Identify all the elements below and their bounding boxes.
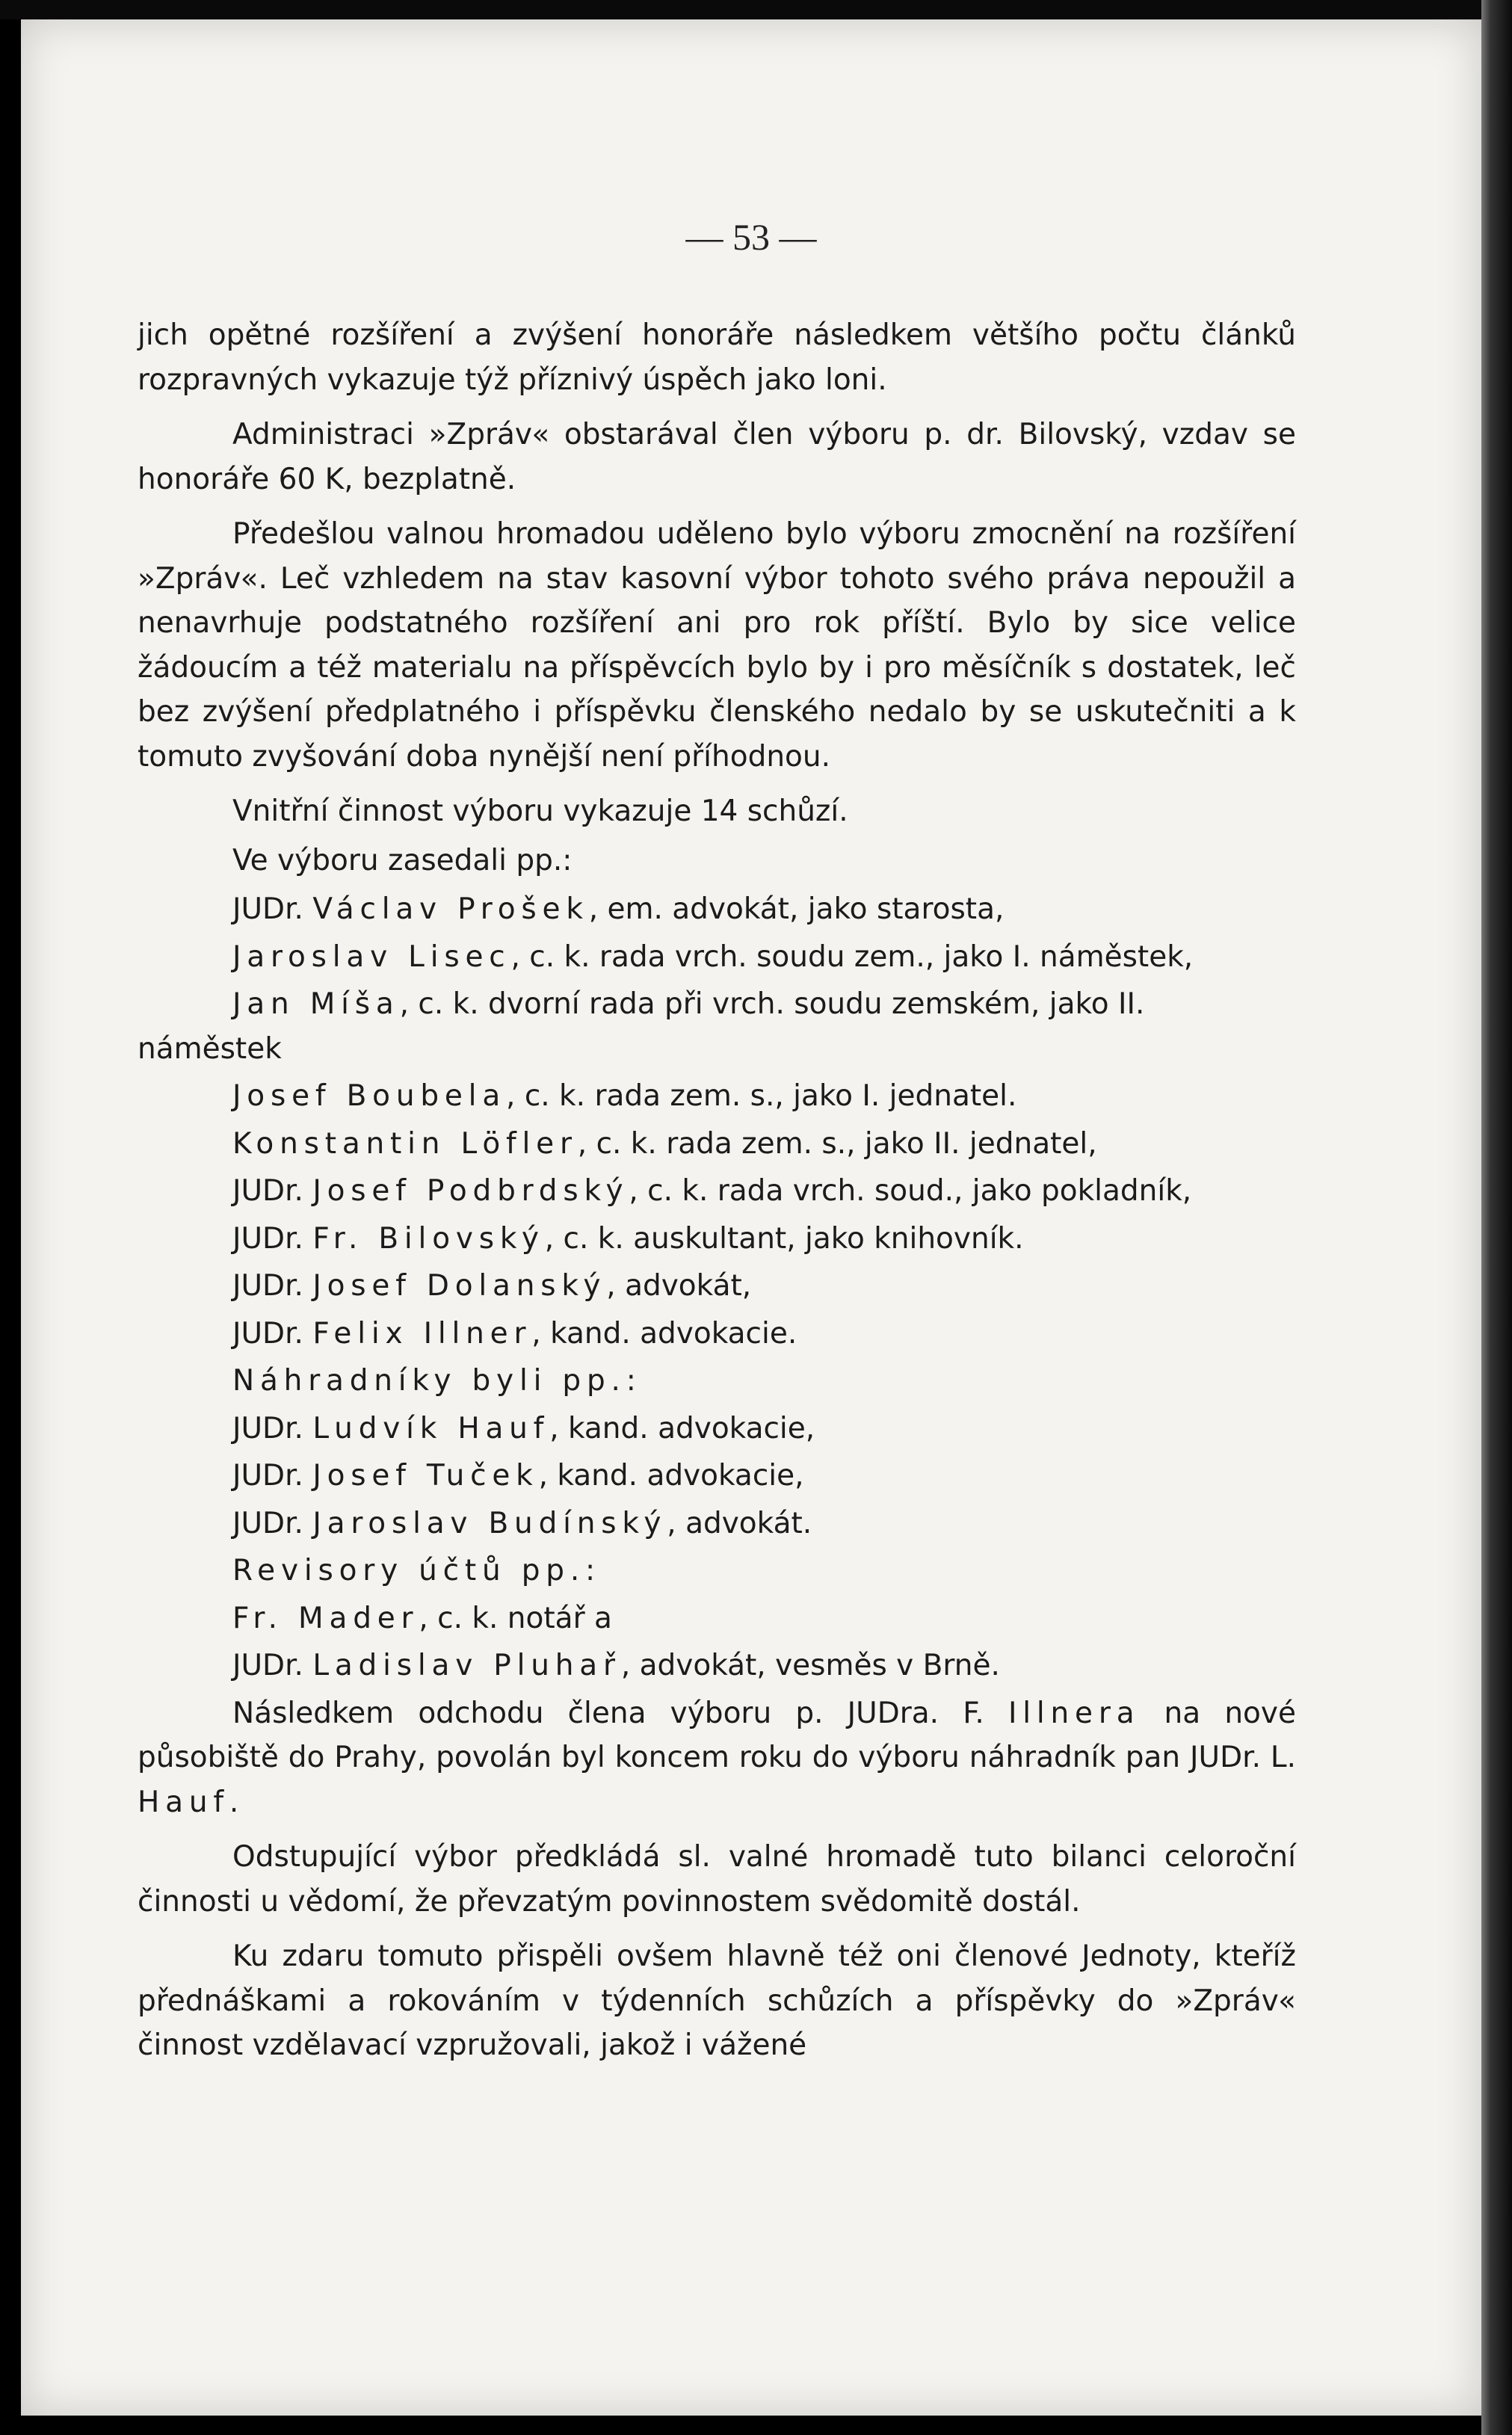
- paragraph-thanks: Ku zdaru tomuto přispěli ovšem hlavně též oni členové Jednoty, kteříž přednáškami a rokováním v týdenních schůzích a příspěvky do »Zpráv« činnost vzdělavací vzpružovali, jakož i vážené: [138, 1939, 1296, 2062]
- list-item: Konstantin Löfler, c. k. rada zem. s., jako II. jednatel,: [232, 1126, 1097, 1161]
- list-item: JUDr. Josef Tuček, kand. advokacie,: [232, 1459, 804, 1493]
- paragraph-extension: Předešlou valnou hromadou uděleno bylo výboru zmocnění na rozšíření »Zpráv«. Leč vzhledem na stav kasovní výbor tohoto svého práva nepoužil a nenavrhuje podstatného rozšíření ani pro rok příští. Bylo by sice velice žádoucím a též materialu na příspěvcích bylo by i pro měsíčník s dostatek, leč bez zvýšení předplatného i příspěvku členského nedalo by se uskutečniti a k tomuto zvyšování doba nynější není příhodnou.: [138, 517, 1296, 774]
- paragraph-balance: Odstupující výbor předkládá sl. valné hromadě tuto bilanci celoroční činnosti u vědomí, že převzatým povinnostem svědomitě dostál.: [138, 1840, 1296, 1919]
- list-item: JUDr. Josef Dolanský, advokát,: [232, 1269, 752, 1303]
- paragraph-meetings: Vnitřní činnost výboru vykazuje 14 schůzí.: [232, 794, 848, 828]
- list-item: Jan Míša, c. k. dvorní rada při vrch. soudu zemském, jako II. náměstek: [138, 987, 1145, 1066]
- book-page: [21, 19, 1481, 2416]
- list-item: Fr. Mader, c. k. notář a: [232, 1601, 612, 1635]
- auditors-heading: Revisory účtů pp.:: [232, 1554, 601, 1587]
- substitutes-heading: Náhradníky byli pp.:: [232, 1364, 642, 1398]
- scan-border-top: [0, 0, 1481, 19]
- page-body: [138, 313, 1296, 2078]
- list-item: JUDr. Ladislav Pluhař, advokát, vesměs v Brně.: [232, 1649, 1000, 1682]
- list-item: Jaroslav Lisec, c. k. rada vrch. soudu zem., jako I. náměstek,: [232, 939, 1194, 974]
- page-number: — 53 —: [685, 216, 817, 258]
- list-item: JUDr. Václav Prošek, em. advokát, jako starosta,: [232, 892, 1005, 926]
- list-item: JUDr. Josef Podbrdský, c. k. rada vrch. soud., jako pokladník,: [232, 1174, 1192, 1208]
- paragraph-administration: Administraci »Zpráv« obstarával člen výboru p. dr. Bilovský, vzdav se honoráře 60 K, bezplatně.: [138, 418, 1296, 496]
- substitutes-list: [138, 1407, 1296, 1546]
- list-item: JUDr. Ludvík Hauf, kand. advokacie,: [232, 1411, 815, 1445]
- list-item: JUDr. Felix Illner, kand. advokacie.: [232, 1316, 797, 1351]
- committee-list: [138, 887, 1296, 1356]
- paragraph-committee-intro: Ve výboru zasedali pp.:: [232, 843, 573, 877]
- paragraph-continuation: jich opětné rozšíření a zvýšení honoráře následkem většího počtu článků rozpravných vykazuje týž příznivý úspěch jako loni.: [138, 318, 1296, 397]
- list-item: Josef Boubela, c. k. rada zem. s., jako I. jednatel.: [232, 1079, 1017, 1113]
- scan-border-right: [1481, 0, 1512, 2435]
- list-item: JUDr. Fr. Bilovský, c. k. auskultant, jako knihovník.: [232, 1221, 1024, 1256]
- list-item: JUDr. Jaroslav Budínský, advokát.: [232, 1506, 812, 1540]
- auditors-list: [138, 1596, 1296, 1688]
- paragraph-replacement: Následkem odchodu člena výboru p. JUDra. F. Illnera na nové působiště do Prahy, povolán byl koncem roku do výboru náhradník pan JUDr. L. Hauf.: [138, 1696, 1296, 1819]
